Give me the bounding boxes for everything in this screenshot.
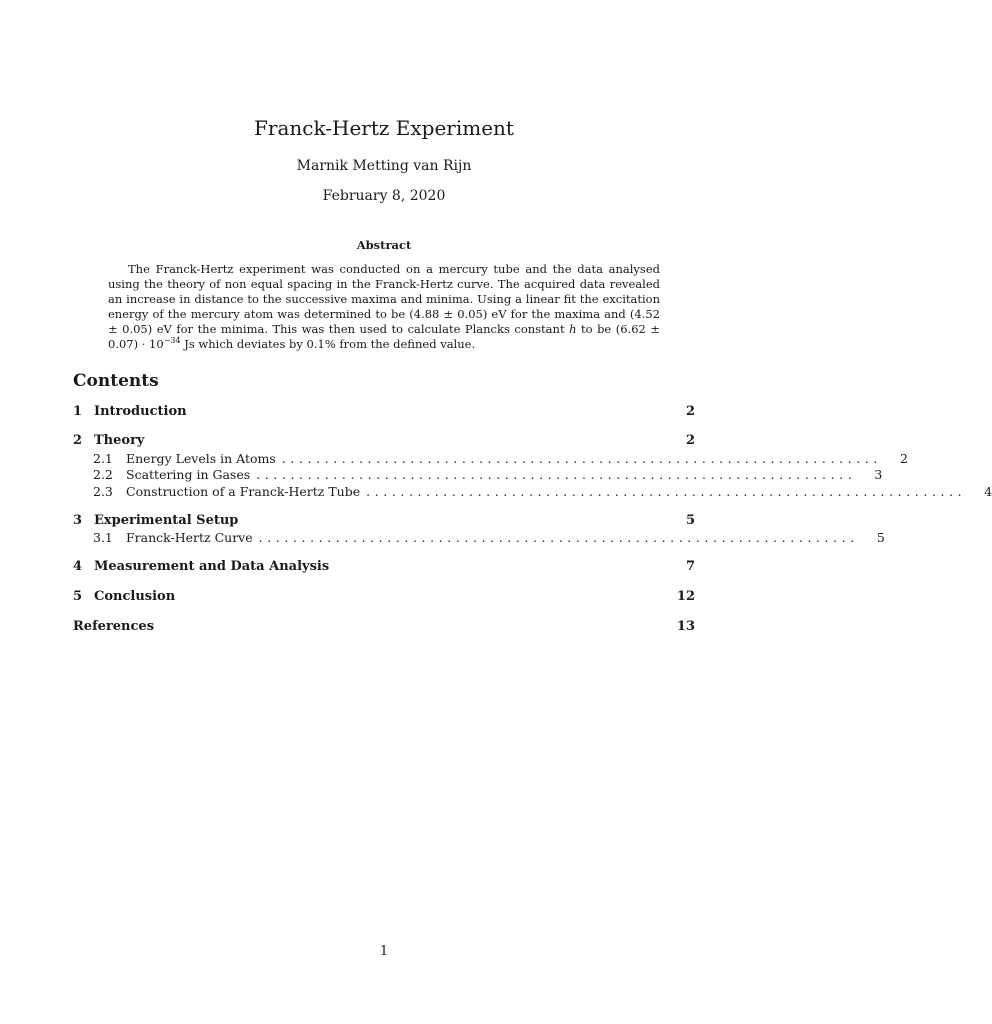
toc-entry-measurement[interactable] — [73, 559, 695, 575]
abstract-part-2: to be (6.62 ± 0.07) · 10 — [108, 322, 660, 351]
toc-entry-construction[interactable] — [73, 484, 992, 500]
abstract-part-1: The Franck-Hertz experiment was conducted on a mercury tube and the data analysed using the theory of non equal spacing in the Franck-Hertz curve. The acquired data revealed an increase in distance to the successive maxima and minima. Using a linear fit the excitation energy of the mercury atom was determined to be (4.88 ± 0.05) eV for the maxima and (4.52 ± 0.05) eV for the minima. This was then used to calculate Plancks constant — [108, 262, 660, 336]
toc-entry-label: Franck-Hertz Curve — [126, 530, 253, 545]
contents-heading: Contents — [73, 371, 159, 391]
toc-entry-page: 5 — [685, 513, 695, 528]
toc-entry-page: 12 — [676, 589, 695, 604]
toc-entry-number: 5 — [73, 589, 83, 604]
toc-entry-scattering[interactable] — [73, 467, 883, 483]
toc-entry-number: 2 — [73, 433, 83, 448]
toc-entry-number: 2.2 — [93, 467, 113, 482]
toc-entry-page: 2 — [685, 433, 695, 448]
toc-entry-label: References — [73, 619, 155, 634]
toc-leader-dots: ...................................................................... — [256, 467, 857, 482]
toc-entry-label: Experimental Setup — [94, 513, 239, 528]
toc-entry-number: 2.3 — [93, 484, 113, 499]
toc-entry-page: 4 — [984, 484, 992, 499]
toc-entry-label: Energy Levels in Atoms — [126, 451, 276, 466]
author-name: Marnik Metting van Rijn — [296, 158, 472, 174]
toc-entry-page: 2 — [685, 404, 695, 419]
toc-entry-number: 1 — [73, 404, 83, 419]
toc-entry-conclusion[interactable] — [73, 589, 695, 605]
toc-entry-introduction[interactable] — [73, 404, 695, 420]
toc-entry-energy-levels[interactable] — [73, 451, 908, 467]
planck-symbol: h — [569, 322, 577, 336]
document-title: Franck-Hertz Experiment — [254, 116, 514, 140]
toc-entry-label: Construction of a Franck-Hertz Tube — [126, 484, 361, 499]
toc-entry-label: Scattering in Gases — [126, 467, 251, 482]
toc-entry-franck-hertz-curve[interactable] — [73, 530, 885, 546]
toc-entry-label: Introduction — [94, 404, 187, 419]
toc-entry-number: 4 — [73, 559, 83, 574]
toc-leader-dots: ...................................................................... — [366, 484, 967, 499]
abstract-part-3: Js which deviates by 0.1% from the defined value. — [180, 337, 476, 351]
toc-entry-references[interactable] — [73, 619, 695, 635]
abstract-heading: Abstract — [356, 238, 412, 252]
toc-entry-label: Measurement and Data Analysis — [94, 559, 330, 574]
toc-entry-label: Theory — [94, 433, 145, 448]
abstract-exponent: −34 — [163, 336, 181, 346]
abstract-text — [108, 262, 660, 352]
toc-entry-experimental-setup[interactable] — [73, 513, 695, 529]
toc-leader-dots: ...................................................................... — [281, 451, 882, 466]
toc-leader-dots: ...................................................................... — [258, 530, 859, 545]
toc-entry-label: Conclusion — [94, 589, 176, 604]
toc-entry-number: 2.1 — [93, 451, 113, 466]
toc-entry-page: 7 — [685, 559, 695, 574]
document-date: February 8, 2020 — [322, 188, 446, 204]
toc-entry-number: 3.1 — [93, 530, 113, 545]
toc-entry-number: 3 — [73, 513, 83, 528]
toc-entry-page: 3 — [874, 467, 883, 482]
toc-entry-page: 2 — [899, 451, 908, 466]
toc-entry-theory[interactable] — [73, 433, 695, 449]
toc-entry-page: 13 — [676, 619, 695, 634]
toc-entry-page: 5 — [876, 530, 885, 545]
page-number: 1 — [379, 944, 389, 959]
